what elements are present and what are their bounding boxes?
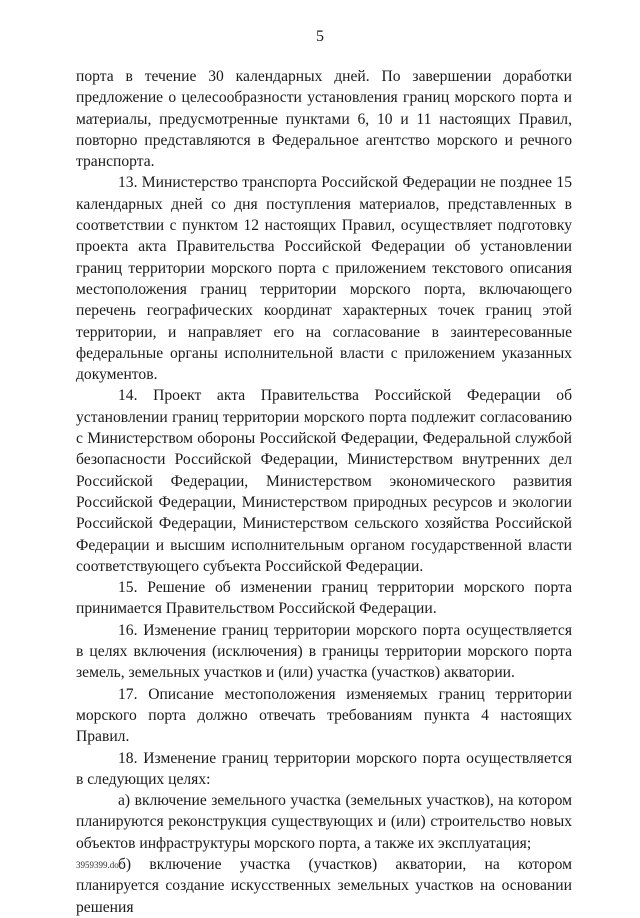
page-number: 5	[316, 28, 324, 45]
paragraph-15: 15. Решение об изменении границ территории морского порта принимается Правительством Российской Федерации.	[76, 579, 572, 618]
document-body	[76, 66, 572, 918]
paragraph-18: 18. Изменение границ территории морского порта осуществляется в следующих целях:	[76, 749, 572, 788]
paragraph-17: 17. Описание местоположения изменяемых границ территории морского порта должно отвечать требованиям пункта 4 настоящих Правил.	[76, 685, 572, 746]
paragraph-18-b: б) включение участка (участков) акватории, на котором планируется создание искусственных земельных участков на основании решения	[76, 855, 572, 916]
paragraph-continuation: порта в течение 30 календарных дней. По завершении доработки предложение о целесообразности установления границ морского порта и материалы, предусмотренные пунктами 6, 10 и 11 настоящих Правил, повторно представляются в Федеральное агентство морского и речного транспорта.	[76, 68, 572, 171]
paragraph-16: 16. Изменение границ территории морского порта осуществляется в целях включения (исключения) в границы территории морского порта земель, земельных участков и (или) участка (участков) акватории.	[76, 621, 572, 682]
paragraph-18-a: а) включение земельного участка (земельных участков), на котором планируются реконструкция существующих и (или) строительство новых объектов инфраструктуры морского порта, а также их эксплуатация;	[76, 792, 572, 852]
footer-filename: 3959399.doc	[76, 860, 123, 870]
paragraph-13: 13. Министерство транспорта Российской Федерации не позднее 15 календарных дней со дня поступления материалов, представленных в соответствии с пунктом 12 настоящих Правил, осуществляет подготовку проекта акта Правительства Российской Федерации об установлении границ территории морского порта с приложением текстового описания местоположения границ территории морского порта, включающего перечень географических координат характерных точек границ этой территории, и направляет его на согласование в заинтересованные федеральные органы исполнительной власти с приложением указанных документов.	[76, 174, 572, 384]
paragraph-14: 14. Проект акта Правительства Российской Федерации об установлении границ территории морского порта подлежит согласованию с Министерством обороны Российской Федерации, Федеральной службой безопасности Российской Федерации, Министерством внутренних дел Российской Федерации, Министерством экономического развития Российской Федерации, Министерством природных ресурсов и экологии Российской Федерации, Министерством сельского хозяйства Российской Федерации и высшим исполнительным органом государственной власти соответствующего субъекта Российской Федерации.	[76, 387, 572, 575]
